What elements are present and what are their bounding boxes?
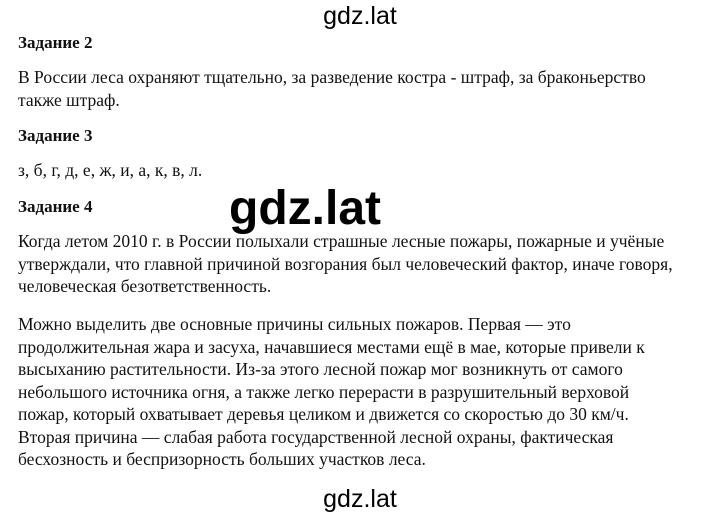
watermark-center: gdz.lat: [229, 182, 381, 235]
task-3-heading: Задание 3: [18, 126, 93, 145]
task-2-line: также штраф.: [18, 89, 120, 110]
task-4-p2-line: Можно выделить две основные причины сильных пожаров. Первая — это: [18, 314, 571, 334]
task-4-paragraph-2: [18, 313, 708, 471]
task-4-p2-line: пожар, который охватывает деревья целиком и движется со скоростью до 30 км/ч.: [18, 404, 629, 424]
task-4-paragraph-1: [18, 230, 708, 298]
task-3-answer: з, б, г, д, е, ж, и, а, к, в, л.: [18, 160, 203, 180]
task-4-p2-line: высыханию растительности. Из-за этого лесной пожар мог возникнуть от самого: [18, 359, 623, 379]
watermark-top: gdz.lat: [323, 2, 397, 30]
task-4-p2-line: бесхозность и беспризорность больших участков леса.: [18, 449, 426, 469]
task-4-p2-line: небольшого источника огня, а также легко перерасти в разрушительный верховой: [18, 381, 630, 402]
task-4-p1-line: утверждали, что главной причиной возгорания был человеческий фактор, иначе говоря,: [18, 253, 673, 274]
task-4-p1-line: человеческая безответственность.: [18, 276, 272, 296]
task-4-p2-line: продолжительная жара и засуха, начавшиеся местами ещё в мае, которые привели к: [18, 336, 645, 357]
watermark-bottom: gdz.lat: [323, 485, 397, 513]
task-4-p1-line: Когда летом 2010 г. в России полыхали страшные лесные пожары, пожарные и учёные: [18, 231, 665, 251]
task-4-heading: Задание 4: [18, 197, 93, 216]
task-2-heading: Задание 2: [18, 33, 93, 52]
task-2-text: [18, 66, 708, 111]
task-2-line: В России леса охраняют тщательно, за разведение костра - штраф, за браконьерство: [18, 67, 646, 87]
task-4-p2-line: Вторая причина — слабая работа государственной лесной охраны, фактическая: [18, 426, 614, 447]
